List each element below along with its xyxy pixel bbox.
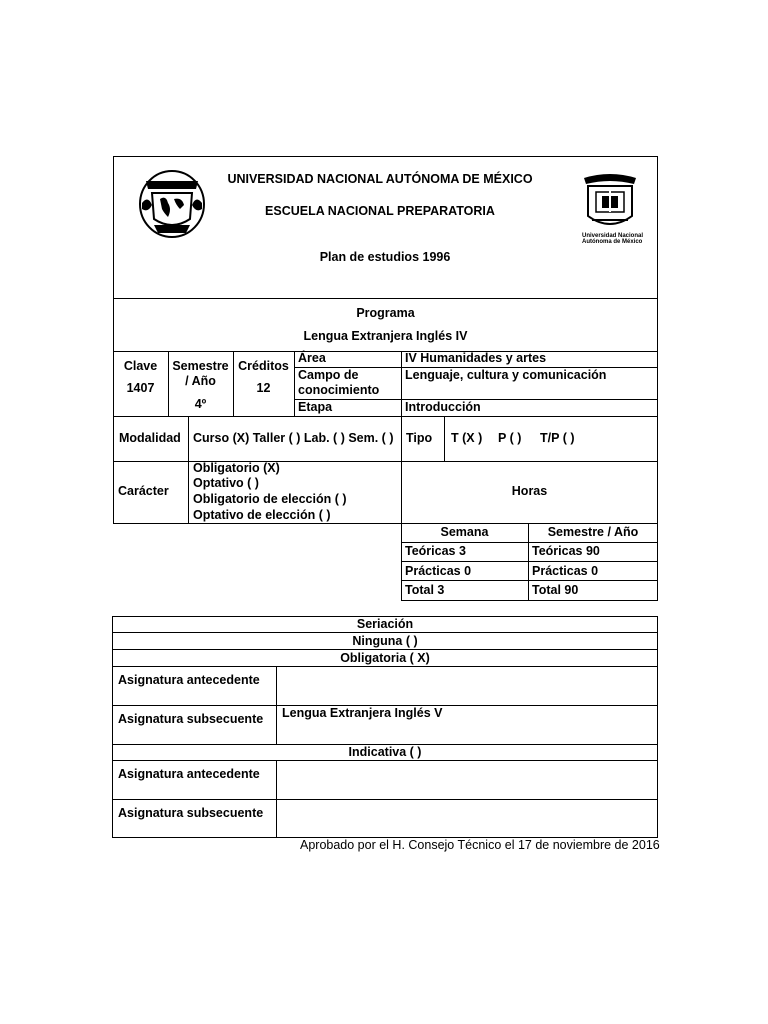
horas-cell: Teóricas 3 bbox=[405, 544, 466, 558]
unam-seal-icon bbox=[138, 169, 206, 239]
etapa-label: Etapa bbox=[298, 400, 333, 414]
clave-value: 1407 bbox=[126, 381, 155, 395]
ind-antecedente-label: Asignatura antecedente bbox=[118, 767, 260, 781]
caracter-option: Optativo de elección ( ) bbox=[193, 508, 331, 522]
area-label: Área bbox=[298, 351, 326, 365]
creditos-value: 12 bbox=[256, 381, 271, 395]
right-logo-caption-1: Universidad Nacional bbox=[582, 233, 644, 239]
caracter-label: Carácter bbox=[118, 484, 169, 498]
caracter-option: Obligatorio de elección ( ) bbox=[193, 492, 347, 506]
creditos-label: Créditos bbox=[238, 359, 289, 373]
tipo-label: Tipo bbox=[406, 431, 433, 445]
tipo-t: T (X ) bbox=[451, 431, 483, 445]
program-label: Programa bbox=[356, 306, 415, 320]
modalidad-label: Modalidad bbox=[119, 431, 181, 445]
area-value: IV Humanidades y artes bbox=[405, 351, 547, 365]
seriacion-ninguna: Ninguna ( ) bbox=[352, 634, 418, 648]
horas-label: Horas bbox=[511, 484, 548, 498]
horas-cell: Total 90 bbox=[532, 583, 579, 597]
ind-subsecuente-label: Asignatura subsecuente bbox=[118, 806, 264, 820]
semestre-label: Semestre bbox=[172, 359, 229, 373]
approval-note: Aprobado por el H. Consejo Técnico el 17 de noviembre de 2016 bbox=[300, 838, 660, 852]
etapa-value: Introducción bbox=[405, 400, 481, 414]
seriacion-title: Seriación bbox=[356, 617, 414, 631]
school-name: ESCUELA NACIONAL PREPARATORIA bbox=[265, 204, 495, 218]
campo-label: Campo de bbox=[298, 368, 359, 382]
enp-shield-icon bbox=[580, 172, 640, 234]
campo-label-2: conocimiento bbox=[298, 383, 380, 397]
seriacion-obligatoria: Obligatoria ( X) bbox=[340, 651, 430, 665]
campo-value: Lenguaje, cultura y comunicación bbox=[405, 368, 607, 382]
oblig-subsecuente-label: Asignatura subsecuente bbox=[118, 712, 264, 726]
semestre-label-2: / Año bbox=[185, 374, 216, 388]
plan-title: Plan de estudios 1996 bbox=[319, 250, 451, 264]
horas-cell: Total 3 bbox=[405, 583, 445, 597]
semestre-value: 4º bbox=[194, 397, 207, 411]
caracter-option: Obligatorio (X) bbox=[193, 461, 280, 475]
semana-header: Semana bbox=[440, 525, 489, 539]
university-name: UNIVERSIDAD NACIONAL AUTÓNOMA DE MÉXICO bbox=[227, 172, 533, 186]
seriacion-indicativa: Indicativa ( ) bbox=[348, 745, 422, 759]
right-logo-caption-2: Autónoma de México bbox=[582, 239, 643, 245]
tipo-tp: T/P ( ) bbox=[540, 431, 575, 445]
caracter-option: Optativo ( ) bbox=[193, 476, 259, 490]
semestre-header: Semestre / Año bbox=[547, 525, 639, 539]
oblig-subsecuente-value: Lengua Extranjera Inglés V bbox=[282, 706, 443, 720]
tipo-p: P ( ) bbox=[498, 431, 522, 445]
horas-cell: Prácticas 0 bbox=[532, 564, 599, 578]
clave-label: Clave bbox=[123, 359, 158, 373]
horas-cell: Prácticas 0 bbox=[405, 564, 472, 578]
horas-cell: Teóricas 90 bbox=[532, 544, 600, 558]
oblig-antecedente-label: Asignatura antecedente bbox=[118, 673, 260, 687]
program-name: Lengua Extranjera Inglés IV bbox=[303, 329, 468, 343]
modalidad-value: Curso (X) Taller ( ) Lab. ( ) Sem. ( ) bbox=[193, 431, 394, 445]
